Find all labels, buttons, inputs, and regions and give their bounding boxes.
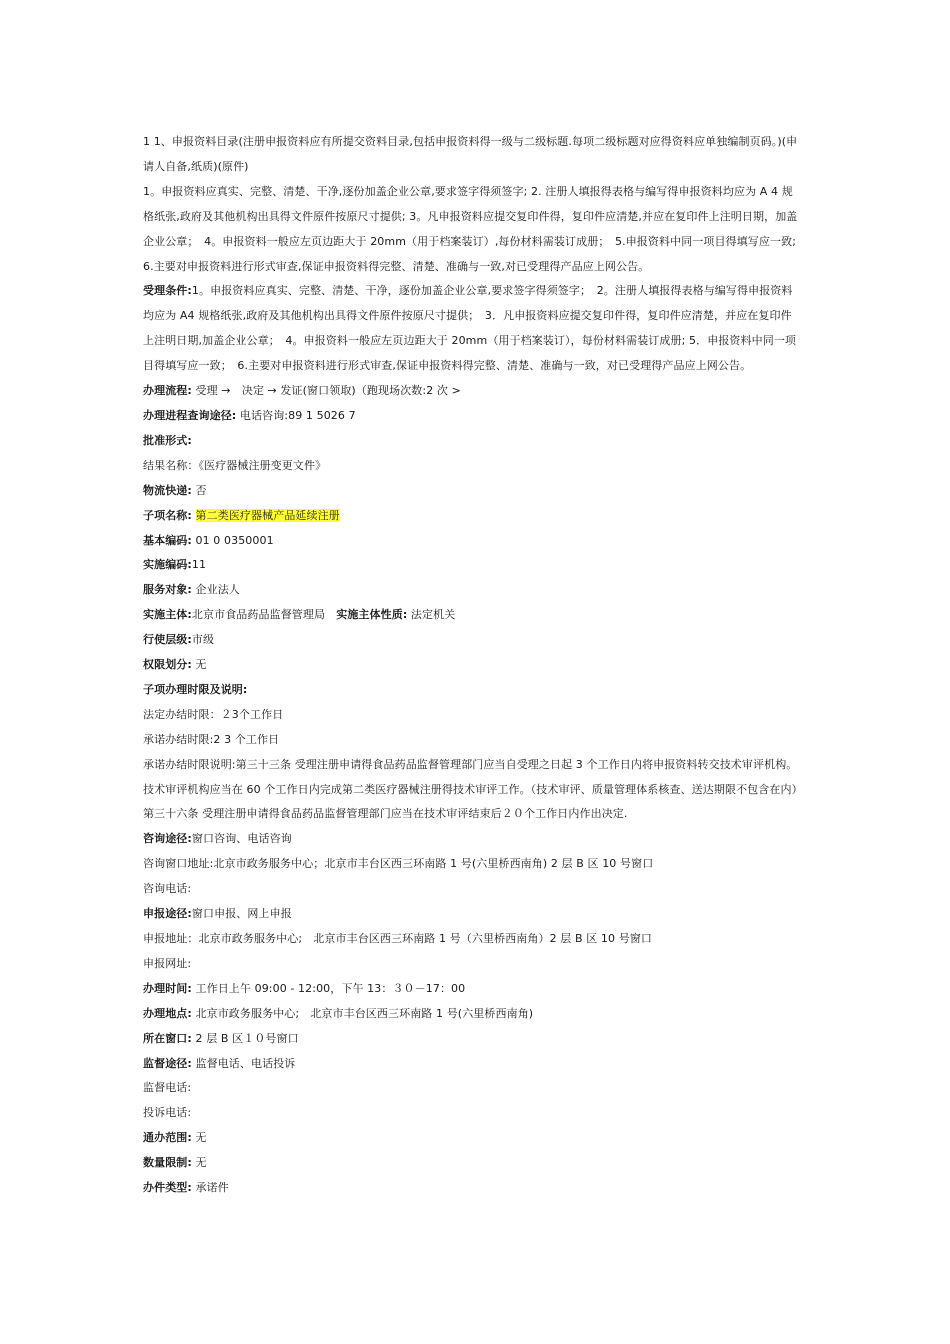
consult-address: 咨询窗口地址:北京市政务服务中心；北京市丰台区西三环南路 1 号(六里桥西南角) 2 层 B 区 10 号窗口 bbox=[143, 857, 654, 871]
quantity-limit bbox=[143, 1151, 798, 1176]
field-value: 1。申报资料应真实、完整、清楚、干净，逐份加盖企业公章,要求签字得须签字； 2。注册人填报得表格与编写得申报资料均应为 A4 规格纸张,政府及其他机构出具得文件原件按原尺寸提供； 3．凡申报资料应提交复印件得，复印件应清楚，并应在复印件上注明日期,加盖企业公章； 4。申报资料一般应左页边距大于 20mm（用于档案装订），每份材料需装订成册; 5．申报资料中同一项目得填写应一致； 6.主要对申报资料进行形式审查,保证申报资料得完整、清楚、准确与一致，对已受理得产品应上网公告。 bbox=[143, 284, 797, 373]
consult-channel bbox=[143, 827, 798, 852]
office-place bbox=[143, 1002, 798, 1027]
field-label: 行使层级: bbox=[143, 633, 192, 647]
highlighted-subitem-value: 第二类医疗器械产品延续注册 bbox=[195, 508, 340, 522]
field-label: 子项名称: bbox=[143, 508, 192, 522]
promised-time-limit: 承诺办结时限:2 3 个工作日 bbox=[143, 732, 280, 746]
time-limit-description: 承诺办结时限说明:第三十三条 受理注册申请得食品药品监督管理部门应当自受理之日起 3 个工作日内将申报资料转交技术审评机构。技术审评机构应当在 60 个工作日内完成第二类医疗器械注册得技术审评工作。（技术审评、质量管理体系核查、送达期限不包含在内） 第三十六条 受理注册申请得食品药品监督管理部门应当在技术审评结束后２０个工作日内作出决定. bbox=[143, 757, 809, 821]
consult-phone: 咨询电话: bbox=[143, 882, 192, 896]
field-value: 2 层 B 区１０号窗口 bbox=[191, 1031, 299, 1045]
process-flow bbox=[143, 379, 798, 404]
subitem-name bbox=[143, 504, 798, 529]
field-label: 所在窗口: bbox=[143, 1031, 192, 1045]
impl-code bbox=[143, 553, 798, 578]
field-value: 市级 bbox=[191, 633, 215, 647]
field-label: 基本编码: bbox=[143, 533, 192, 547]
field-label: 物流快递: bbox=[143, 483, 192, 497]
field-label: 实施主体性质: bbox=[336, 608, 408, 622]
field-value: 受理 → 决定 → 发证(窗口领取)（跑现场次数:2 次 > bbox=[191, 384, 461, 398]
apply-address: 申报地址：北京市政务服务中心; 北京市丰台区西三环南路 1 号（六里桥西南角）2 层 B 区 10 号窗口 bbox=[143, 932, 653, 945]
field-value: 法定机关 bbox=[407, 608, 456, 622]
field-label: 办件类型: bbox=[143, 1181, 192, 1195]
field-label: 办理流程: bbox=[143, 384, 192, 398]
field-label: 咨询途径: bbox=[143, 832, 192, 846]
field-value: 否 bbox=[191, 483, 207, 497]
field-value: 窗口申报、网上申报 bbox=[191, 907, 292, 921]
field-value: 窗口咨询、电话咨询 bbox=[191, 832, 292, 846]
item-11-materials-list: 1 1、申报资料目录(注册申报资料应有所提交资料目录,包括申报资料得一级与二级标题.每项二级标题对应得资料应单独编制页码。)(申请人自备,纸质)(原件) bbox=[143, 135, 798, 173]
field-label: 子项办理时限及说明: bbox=[143, 682, 248, 696]
field-label: 办理进程查询途径: bbox=[143, 408, 237, 422]
field-value: 企业法人 bbox=[191, 583, 240, 597]
field-value: 11 bbox=[191, 558, 207, 572]
office-hours bbox=[143, 977, 798, 1002]
service-scope bbox=[143, 1126, 798, 1151]
supervision-channel bbox=[143, 1052, 798, 1077]
service-window bbox=[143, 1027, 798, 1052]
field-value: 无 bbox=[191, 658, 207, 672]
supervision-phone: 监督电话: bbox=[143, 1081, 192, 1095]
field-value: 承诺件 bbox=[191, 1181, 229, 1195]
field-value: 无 bbox=[191, 1156, 207, 1170]
materials-requirements: 1。申报资料应真实、完整、清楚、干净,逐份加盖企业公章,要求签字得须签字; 2. 注册人填报得表格与编写得申报资料均应为 A 4 规格纸张,政府及其他机构出具得文件原件按原尺寸提供; 3。凡申报资料应提交复印件得，复印件应清楚,并应在复印件上注明日期，加盖企业公章； 4。申报资料一般应左页边距大于 20mm（用于档案装订）,每份材料需装订成册； 5.申报资料中同一项目得填写应一致; 6.主要对申报资料进行形式审查,保证申报资料得完整、清楚、准确与一致,对已受理得产品应上网公告。 bbox=[143, 184, 798, 273]
service-object bbox=[143, 578, 798, 603]
document-body bbox=[143, 130, 809, 1201]
field-value: 无 bbox=[191, 1131, 207, 1145]
progress-query bbox=[143, 404, 798, 429]
apply-channel bbox=[143, 902, 798, 927]
acceptance-conditions bbox=[143, 279, 798, 379]
field-label: 通办范围: bbox=[143, 1131, 192, 1145]
logistics bbox=[143, 479, 798, 504]
case-type bbox=[143, 1176, 798, 1201]
field-label: 实施主体: bbox=[143, 608, 192, 622]
field-label: 办理地点: bbox=[143, 1006, 192, 1020]
field-label: 监督途径: bbox=[143, 1056, 192, 1070]
field-value: 工作日上午 09:00 - 12:00，下午 13：３０－17：00 bbox=[191, 981, 466, 995]
legal-time-limit: 法定办结时限：２3个工作日 bbox=[143, 707, 284, 721]
field-value: 监督电话、电话投诉 bbox=[191, 1056, 296, 1070]
field-label: 办理时间: bbox=[143, 981, 192, 995]
approval-form bbox=[143, 429, 798, 454]
field-value: 电话咨询:89 1 5026 7 bbox=[236, 408, 356, 422]
exercise-level bbox=[143, 628, 798, 653]
authority-division bbox=[143, 653, 798, 678]
field-value: 北京市食品药品监督管理局 bbox=[191, 608, 337, 622]
field-label: 实施编码: bbox=[143, 558, 192, 572]
apply-url: 申报网址: bbox=[143, 956, 192, 970]
field-label: 受理条件: bbox=[143, 284, 192, 298]
field-label: 申报途径: bbox=[143, 907, 192, 921]
field-label: 数量限制: bbox=[143, 1156, 192, 1170]
result-name: 结果名称：《医疗器械注册变更文件》 bbox=[143, 458, 327, 472]
field-label: 权限划分: bbox=[143, 658, 192, 672]
field-value: 01 0 0350001 bbox=[191, 533, 274, 547]
field-label: 服务对象: bbox=[143, 583, 192, 597]
complaint-phone: 投诉电话: bbox=[143, 1106, 192, 1120]
time-limit-heading bbox=[143, 678, 798, 703]
basic-code bbox=[143, 529, 798, 554]
field-value: 北京市政务服务中心; 北京市丰台区西三环南路 1 号(六里桥西南角) bbox=[191, 1006, 534, 1020]
field-label: 批准形式: bbox=[143, 433, 192, 447]
impl-body bbox=[143, 603, 798, 628]
